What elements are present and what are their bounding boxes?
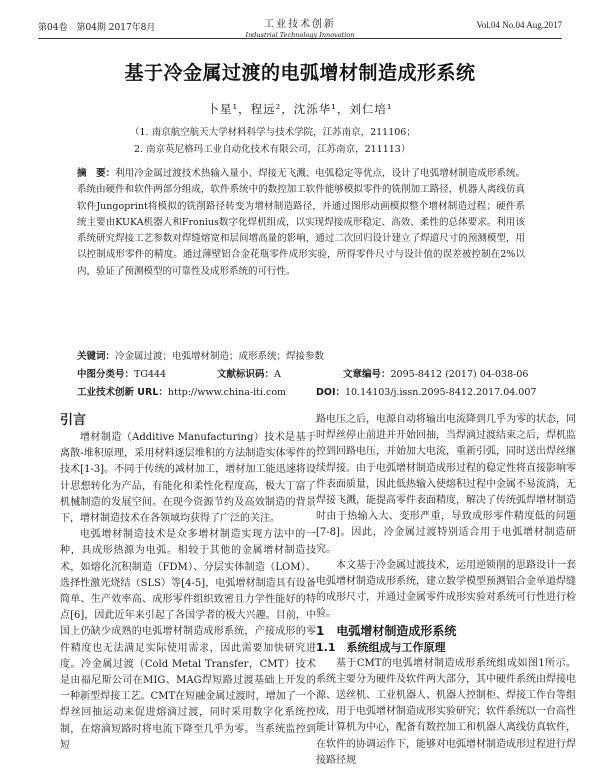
document-code: 文献标识码：A xyxy=(217,369,281,380)
keywords-text: 冷金属过渡；电弧增材制造；成形系统；焊接参数 xyxy=(115,351,325,362)
clc-number: 中图分类号：TG444 xyxy=(77,369,167,380)
paragraph: 路电压之后，电源自动将输出电流降到几乎为零的状态，同时焊丝停止前进并开始回抽，当焊滴过渡结束之后，焊机监控到回路电压，并始加大电流，重新引弧，同时送出焊丝继续焊接。由于电弧增材制造成形过程的稳定性将直接影响零件表面质量，因此低热输入使熔积过程中金属不易流淌，无焊接飞溅，能提高零件表面精度，解决了传统弧焊增材制造时由于热输入大、变形严重，导致成形零件精度低的问题[7-8]。因此，冷金属过渡特别适合用于电弧增材制造研究。 xyxy=(316,414,576,555)
journal-name-cn: 工业技术创新 xyxy=(264,19,336,30)
affiliation-2: 2. 南京英尼格玛工业自动化技术有限公司，江苏南京，211113） xyxy=(134,144,411,155)
section-heading-1-1: 1.1 系统组成与工作原理 xyxy=(316,640,446,654)
paragraph: 本文基于冷金属过渡技术，运用逆锁削的思路设计一套电弧增材制造成形系统，建立数学模型预测铝合金单道焊缝的成形尺寸，并通过金属零件成形实验对系统可行性进行检验。 xyxy=(316,559,576,620)
doi: DOI：10.14103/j.issn.2095-8412.2017.04.007 xyxy=(316,387,537,398)
abstract-text: 利用冷金属过渡技术热输入量小、焊接无飞溅、电弧稳定等优点，设计了电弧增材制造成形系统。系统由硬件和软件两部分组成，软件系统中的数控加工软件能够模拟零件的铣削加工路径，机器人离线仿真软件Jungoprint将模拟的铣削路径转变为增材制造路径，并通过图形动画模拟整个增材制造过程；硬件系统主要由KUKA机器人和Fronius数字化焊机组成，以实现焊接成形稳定、高效、柔性的总体要求。利用该系统研究焊接工艺参数对焊缝熔宽和层间增高量的影响，通过二次回归设计建立了焊道尺寸的预测模型，用以控制成形零件的精度。通过薄壁铝合金花瓶零件成形实验，所得零件尺寸与设计值的误差被控制在2%以内，验证了预测模型的可靠性及成形系统的可行性。 xyxy=(77,168,525,277)
article-number: 文章编号：2095-8412 (2017) 04-038-06 xyxy=(343,369,529,380)
keywords-label: 关键词： xyxy=(77,351,116,362)
abstract xyxy=(77,166,525,280)
paragraph: 基于CMT的电弧增材制造成形系统组成如图1所示。系统主要分为硬件及软件两大部分，其中硬件系统由焊接电源、送丝机、工业机器人、机器人控制柜、焊接工作台等组成，用于电弧增材制造成形实验研究；软件系统以一台高性能计算机为中心，配备有数控加工和机器人离线仿真软件，在软件的协调运作下，能够对电弧增材制造成形过程进行焊接路径规 xyxy=(316,657,576,766)
paragraph: 电弧增材制造技术是众多增材制造实现方法中的一种，具成形热源为电弧。相较于其他的金属增材制造技术，如熔化沉积制造（FDM）、分层实体制造（LOM）、选择性激光烧结（SLS）等[4-5]，电弧增材制造具有设备简单、生产效率高、成形零件组织致密且力学性能好的特点[6]，因此近年来引起了各国学者的极大兴趣。目前，中国上仍缺少成熟的电弧增材制造成形系统，产接成形的零件精度也无法满足实际使用需求，因此需要加快研究进度。冷金属过渡（Cold Metal Transfer，CMT）技术是由福尼斯公司在MIG、MAG焊短路过渡基础上开发的一种新型焊接工艺。CMT在短融金属过渡时，增加了一个焊丝回抽运动来促进熔滴过渡，同时采用数字化系统控制，在熔滴短路时将电流下降至几乎为零。当系统监控到短 xyxy=(60,529,316,751)
paper-title: 基于冷金属过渡的电弧增材制造成形系统 xyxy=(124,62,476,84)
section-heading-1: 1 电弧增材制造成形系统 xyxy=(316,623,457,638)
section-heading-intro: 引言 xyxy=(60,413,87,428)
header-volume: Vol.04 No.04 Aug.2017 xyxy=(476,20,562,30)
affiliation-1: （1. 南京航空航天大学材料科学与技术学院，江苏南京，211106； xyxy=(130,127,416,138)
header-issue: 第04卷 第04期 2017年8月 xyxy=(38,23,156,33)
abstract-label: 摘 要： xyxy=(77,168,116,179)
body-column-right xyxy=(316,412,576,769)
running-header xyxy=(38,12,562,39)
affiliations xyxy=(130,124,416,158)
paragraph: 增材制造（Additive Manufacturing）技术是基于离散-堆积原理，采用材料逐层堆积的方法制造实体零件的技术[1-3]。不同于传统的减材加工，增材加工能迅速将设计思想转化为产品，有能化和柔性化程度高，极大丁富了机械制造的发展空间。在现今资源节约及高效制造的背景下，增材制造技术在各领域均获得了广泛的关注。 xyxy=(60,432,316,525)
author-list: 卜星¹，程远²，沈泺华¹，刘仁培¹ xyxy=(207,102,393,116)
journal-url: 工业技术创新 URL：http://www.china-iti.com xyxy=(77,387,287,398)
keywords xyxy=(77,348,525,362)
body-column-left xyxy=(60,412,316,754)
journal-name-en: Industrial Technology Innovation xyxy=(245,31,355,39)
